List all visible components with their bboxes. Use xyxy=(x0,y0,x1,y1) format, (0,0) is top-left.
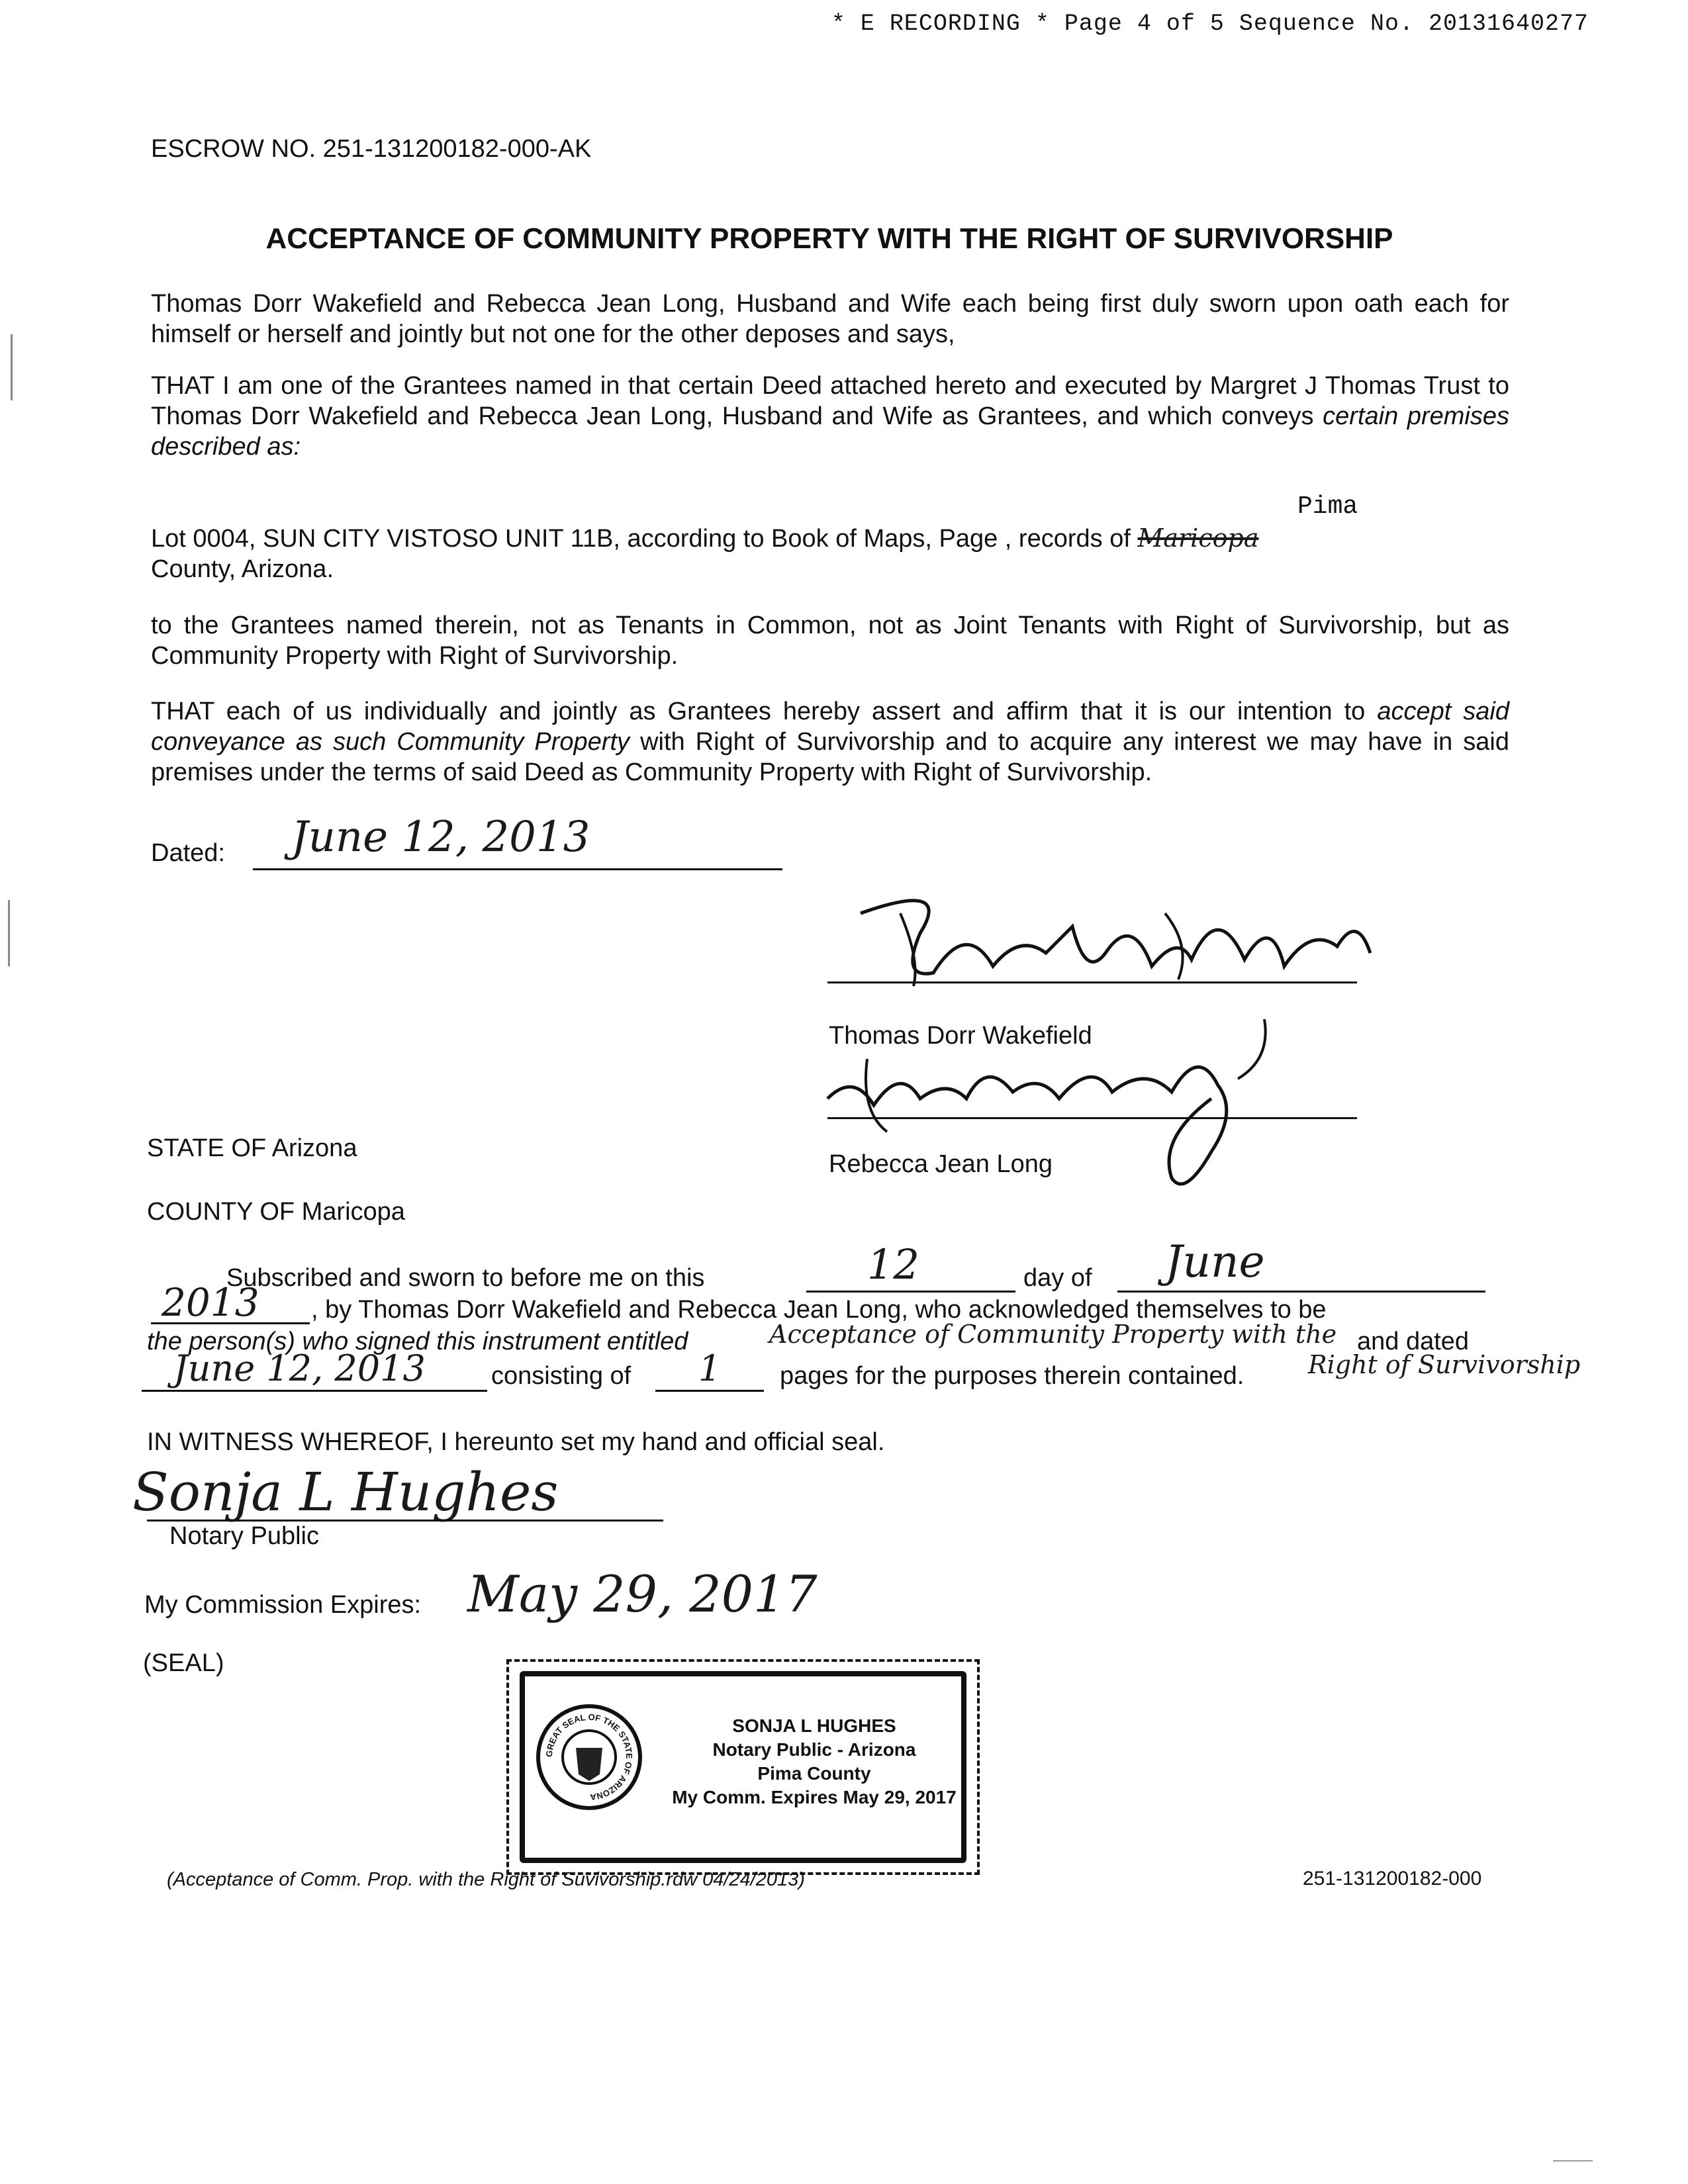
jurat-pages: 1 xyxy=(698,1347,722,1389)
legal-description-county: County, Arizona. xyxy=(151,555,334,583)
stamp-county: Pima County xyxy=(757,1763,871,1784)
recording-header: * E RECORDING * Page 4 of 5 Sequence No. 20131640277 xyxy=(831,11,1589,37)
signature-line-2 xyxy=(827,1117,1357,1119)
state-seal xyxy=(536,1704,642,1810)
jurat-instrument-title-end: Right of Survivorship xyxy=(1308,1350,1581,1379)
paragraph-deed xyxy=(151,371,1509,462)
paragraph-deed-italic: certain premises described as: xyxy=(151,402,1509,461)
seal-label: (SEAL) xyxy=(143,1649,224,1677)
legal-description-text: Lot 0004, SUN CITY VISTOSO UNIT 11B, according to Book of Maps, Page , records of xyxy=(151,525,1138,553)
signature-line-1 xyxy=(827,981,1357,983)
notary-signature-line xyxy=(147,1520,663,1522)
paragraph-affiants: Thomas Dorr Wakefield and Rebecca Jean Long, Husband and Wife each being first duly sworn upon oath each for himself or herself and jointly but not one for the other deposes and says, xyxy=(151,290,1509,348)
struck-county: Maricopa xyxy=(1137,523,1259,553)
margin-mark-3 xyxy=(1553,2160,1593,2161)
dated-line xyxy=(253,868,782,870)
paragraph-legal-description xyxy=(151,523,1509,584)
stamp-title: Notary Public - Arizona xyxy=(712,1739,916,1760)
signature-rebecca xyxy=(814,1019,1278,1211)
escrow-number: ESCROW NO. 251-131200182-000-AK xyxy=(151,135,592,163)
venue-county: COUNTY OF Maricopa xyxy=(147,1198,405,1226)
jurat-text-consisting: consisting of xyxy=(491,1362,632,1390)
jurat-instrument-date: June 12, 2013 xyxy=(173,1347,426,1389)
jurat-month: June xyxy=(1165,1236,1265,1287)
stamp-name: SONJA L HUGHES xyxy=(732,1715,896,1736)
jurat-text-day-of: day of xyxy=(1023,1264,1092,1292)
paragraph-deed-text: THAT I am one of the Grantees named in that certain Deed attached hereto and executed by Margret J Thomas Trust to Thomas Dorr Wakefield and Rebecca Jean Long, Husband and Wife as Grantees, and which conveys xyxy=(151,372,1509,430)
signer-name-1: Thomas Dorr Wakefield xyxy=(829,1022,1092,1050)
county-insertion: Pima xyxy=(1297,492,1358,521)
dated-value: June 12, 2013 xyxy=(291,813,590,862)
jurat-date-line xyxy=(142,1390,487,1392)
seal-ring-text: GREAT SEAL OF THE STATE OF ARIZONA xyxy=(543,1711,635,1803)
jurat-text-2: , by Thomas Dorr Wakefield and Rebecca Jean Long, who acknowledged themselves to be xyxy=(311,1296,1327,1324)
commission-label: My Commission Expires: xyxy=(144,1591,422,1619)
jurat-text-3: the person(s) who signed this instrument entitled xyxy=(147,1328,688,1355)
signer-name-2: Rebecca Jean Long xyxy=(829,1150,1053,1178)
footer-escrow-number: 251-131200182-000 xyxy=(1303,1868,1482,1889)
margin-mark-1 xyxy=(11,334,13,400)
venue-state: STATE OF Arizona xyxy=(147,1134,357,1162)
jurat-month-line xyxy=(1117,1291,1485,1293)
jurat-text-and-dated: and dated xyxy=(1357,1328,1470,1355)
witness-clause: IN WITNESS WHEREOF, I hereunto set my hand and official seal. xyxy=(147,1428,885,1456)
stamp-text xyxy=(662,1714,966,1809)
dated-label: Dated: xyxy=(151,839,225,867)
jurat-day: 12 xyxy=(867,1240,919,1289)
margin-mark-2 xyxy=(8,900,10,966)
intention-text-c: with Right of Survivorship and to acquire any interest we may have in said premises under the terms of said Deed as Community Property with Right of Survivorship. xyxy=(151,728,1510,786)
footer-form-name: (Acceptance of Comm. Prop. with the Right of Suvivorship.rdw 04/24/2013) xyxy=(167,1869,805,1890)
paragraph-intention xyxy=(151,696,1509,788)
stamp-expiry: My Comm. Expires May 29, 2017 xyxy=(672,1787,957,1807)
jurat-year: 2013 xyxy=(162,1280,259,1325)
document-title: ACCEPTANCE OF COMMUNITY PROPERTY WITH THE RIGHT OF SURVIVORSHIP xyxy=(265,222,1393,255)
intention-text-a: THAT each of us individually and jointly as Grantees hereby assert and affirm that it is our intention to xyxy=(151,698,1378,725)
notary-signature: Sonja L Hughes xyxy=(132,1461,559,1523)
paragraph-tenancy: to the Grantees named therein, not as Tenants in Common, not as Joint Tenants with Right of Survivorship, but as Community Property with Right of Survivorship. xyxy=(151,612,1509,670)
intention-text-italic: accept said conveyance as such Community Property xyxy=(151,698,1509,756)
jurat-text-4: pages for the purposes therein contained. xyxy=(780,1362,1244,1390)
jurat-pages-line xyxy=(655,1390,764,1392)
notary-label: Notary Public xyxy=(169,1522,319,1550)
signature-thomas xyxy=(821,874,1390,1006)
jurat-day-line xyxy=(806,1291,1015,1293)
jurat-instrument-title: Acceptance of Community Property with the xyxy=(769,1320,1337,1349)
commission-value: May 29, 2017 xyxy=(467,1565,818,1623)
jurat-text-1: Subscribed and sworn to before me on this xyxy=(226,1264,705,1292)
state-seal-icon xyxy=(540,1708,638,1806)
